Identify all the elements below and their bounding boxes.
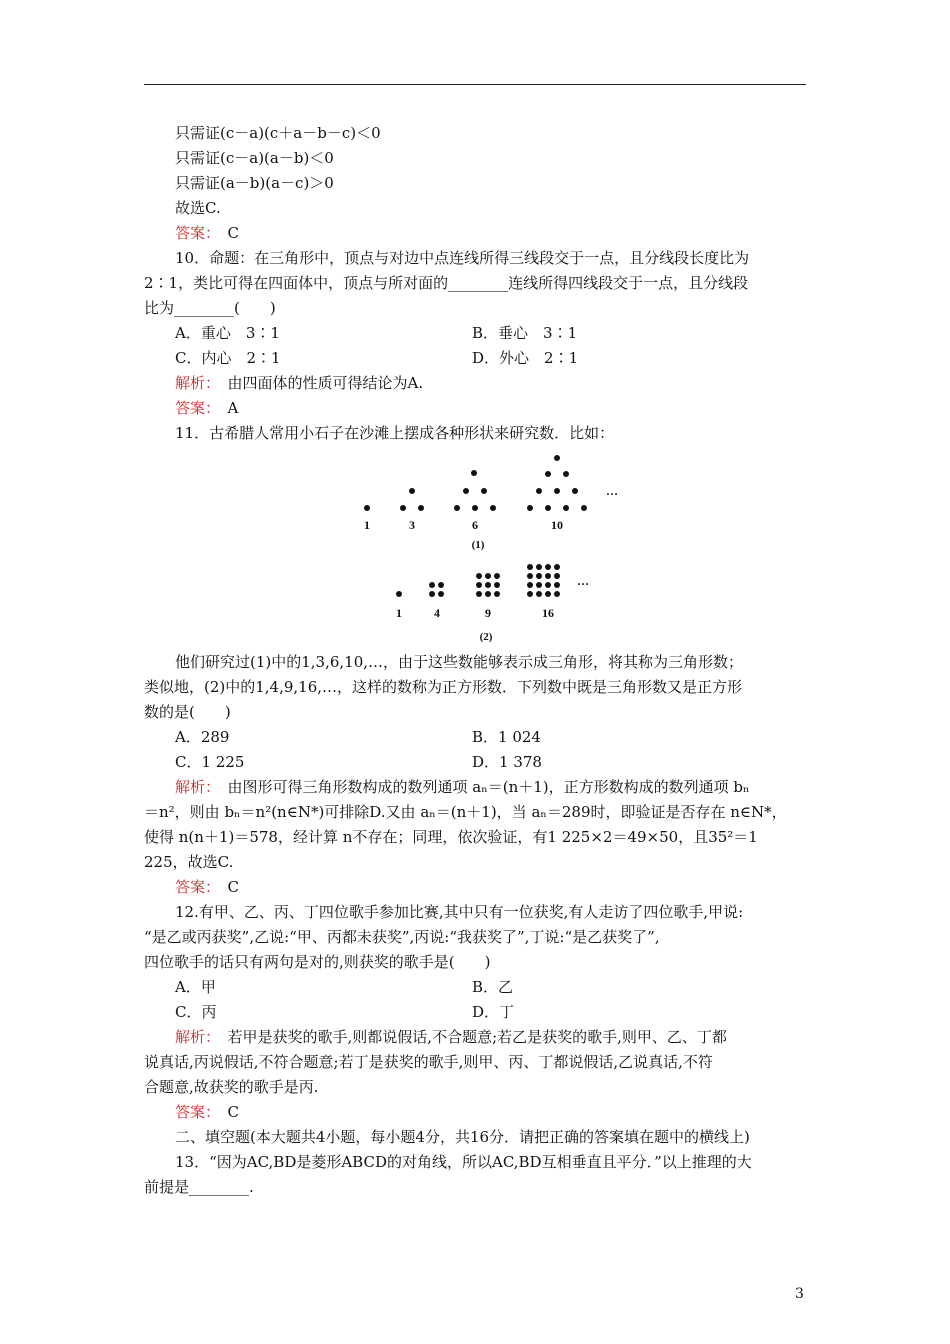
- solution-text: ＝n²，则由 bₙ＝n²(n∈N*)可排除D.又由 aₙ＝(n＋1)，当 aₙ＝289时，即验证是否存在 n∈N*，: [144, 803, 787, 821]
- solution-label: 解析：: [175, 374, 213, 392]
- pebble-figure: [350, 455, 640, 650]
- option-a: A．重心 3∶1: [175, 324, 280, 342]
- option-b: B．垂心 3∶1: [472, 324, 578, 342]
- option-b: B．1 024: [472, 728, 541, 746]
- question-13-text: 前提是________.: [144, 1178, 254, 1196]
- solution-text: 说真话,丙说假话,不符合题意;若丁是获奖的歌手,则甲、丙、丁都说假话,乙说真话,不符: [144, 1053, 713, 1071]
- solution-text: 若甲是获奖的歌手,则都说假话,不合题意;若乙是获奖的歌手,则甲、乙、丁都: [227, 1028, 727, 1046]
- question-10-text: 2∶1，类比可得在四面体中，顶点与所对面的________连线所得四线段交于一点，且分线段: [144, 274, 749, 292]
- triangle-label-10: 10: [551, 518, 563, 532]
- answer-label: 答案：: [175, 1103, 213, 1121]
- answer-label: 答案：: [175, 399, 213, 417]
- triangle-label-6: 6: [472, 518, 478, 532]
- ellipsis-2: …: [577, 574, 589, 588]
- square-label-16: 16: [542, 606, 554, 620]
- option-a: A．289: [175, 728, 230, 746]
- option-c: C．丙: [175, 1003, 217, 1021]
- answer-label: 答案：: [175, 224, 213, 242]
- solution-line: [175, 777, 845, 797]
- square-label-1: 1: [396, 606, 402, 620]
- text-line: 只需证(c－a)(c＋a－b－c)＜0: [175, 124, 381, 142]
- question-12-text: 12.有甲、乙、丙、丁四位歌手参加比赛,其中只有一位获奖,有人走访了四位歌手,甲说:: [175, 903, 744, 921]
- solution-text: 使得 n(n＋1)＝578，经计算 n不存在；同理，依次验证，有1 225×2＝49×50，且35²＝1: [144, 828, 758, 846]
- option-d: D．1 378: [472, 753, 542, 771]
- option-d: D．外心 2∶1: [472, 349, 579, 367]
- answer-line: [175, 877, 845, 897]
- answer-value: C: [227, 224, 240, 242]
- answer-line: [175, 398, 845, 418]
- question-12-text: “是乙或丙获奖”,乙说:“甲、丙都未获奖”,丙说:“我获奖了”,丁说:“是乙获奖了”,: [144, 928, 660, 946]
- figure-caption-2: (2): [479, 631, 493, 643]
- question-11-text: 11．古希腊人常用小石子在沙滩上摆成各种形状来研究数．比如：: [175, 424, 615, 442]
- ellipsis-1: …: [606, 484, 618, 498]
- option-c: C．1 225: [175, 753, 245, 771]
- solution-label: 解析：: [175, 1028, 213, 1046]
- header-rule: [144, 84, 806, 85]
- question-11-text: 数的是( ): [144, 703, 231, 721]
- text-line: 只需证(a－b)(a－c)＞0: [175, 174, 334, 192]
- square-label-4: 4: [434, 606, 440, 620]
- option-d: D．丁: [472, 1003, 515, 1021]
- square-label-9: 9: [485, 606, 491, 620]
- answer-line: [175, 223, 845, 243]
- answer-value: C: [227, 1103, 240, 1121]
- question-11-text: 他们研究过(1)中的1,3,6,10,…，由于这些数能够表示成三角形，将其称为三角形数；: [175, 653, 744, 671]
- answer-label: 答案：: [175, 878, 213, 896]
- question-12-text: 四位歌手的话只有两句是对的,则获奖的歌手是( ): [144, 953, 491, 971]
- question-10-text: 比为________( ): [144, 299, 276, 317]
- solution-text: 由图形可得三角形数构成的数列通项 aₙ＝(n＋1)，正方形数构成的数列通项 bₙ: [227, 778, 750, 796]
- option-c: C．内心 2∶1: [175, 349, 281, 367]
- text-line: 故选C.: [175, 199, 221, 217]
- triangle-label-1: 1: [364, 518, 370, 532]
- question-11-text: 类似地，(2)中的1,4,9,16,…，这样的数称为正方形数．下列数中既是三角形数又是正方形: [144, 678, 743, 696]
- option-b: B．乙: [472, 978, 514, 996]
- question-13-text: 13．“因为AC,BD是菱形ABCD的对角线，所以AC,BD互相垂直且平分．”以上推理的大: [175, 1153, 752, 1171]
- text-line: 只需证(c－a)(a－b)＜0: [175, 149, 334, 167]
- solution-text: 合题意,故获奖的歌手是丙.: [144, 1078, 319, 1096]
- solution-text: 225，故选C.: [144, 853, 234, 871]
- answer-value: A: [227, 399, 239, 417]
- section-heading: 二、填空题(本大题共4小题，每小题4分，共16分．请把正确的答案填在题中的横线上): [175, 1128, 750, 1146]
- option-a: A．甲: [175, 978, 216, 996]
- solution-text: 由四面体的性质可得结论为A.: [227, 374, 424, 392]
- answer-value: C: [227, 878, 240, 896]
- solution-line: [175, 373, 845, 393]
- answer-line: [175, 1102, 845, 1122]
- page-number: 3: [795, 1286, 804, 1302]
- solution-line: [175, 1027, 845, 1047]
- figure-caption-1: (1): [471, 539, 485, 551]
- question-10-text: 10．命题：在三角形中，顶点与对边中点连线所得三线段交于一点，且分线段长度比为: [175, 249, 750, 267]
- solution-label: 解析：: [175, 778, 213, 796]
- triangle-label-3: 3: [409, 518, 415, 532]
